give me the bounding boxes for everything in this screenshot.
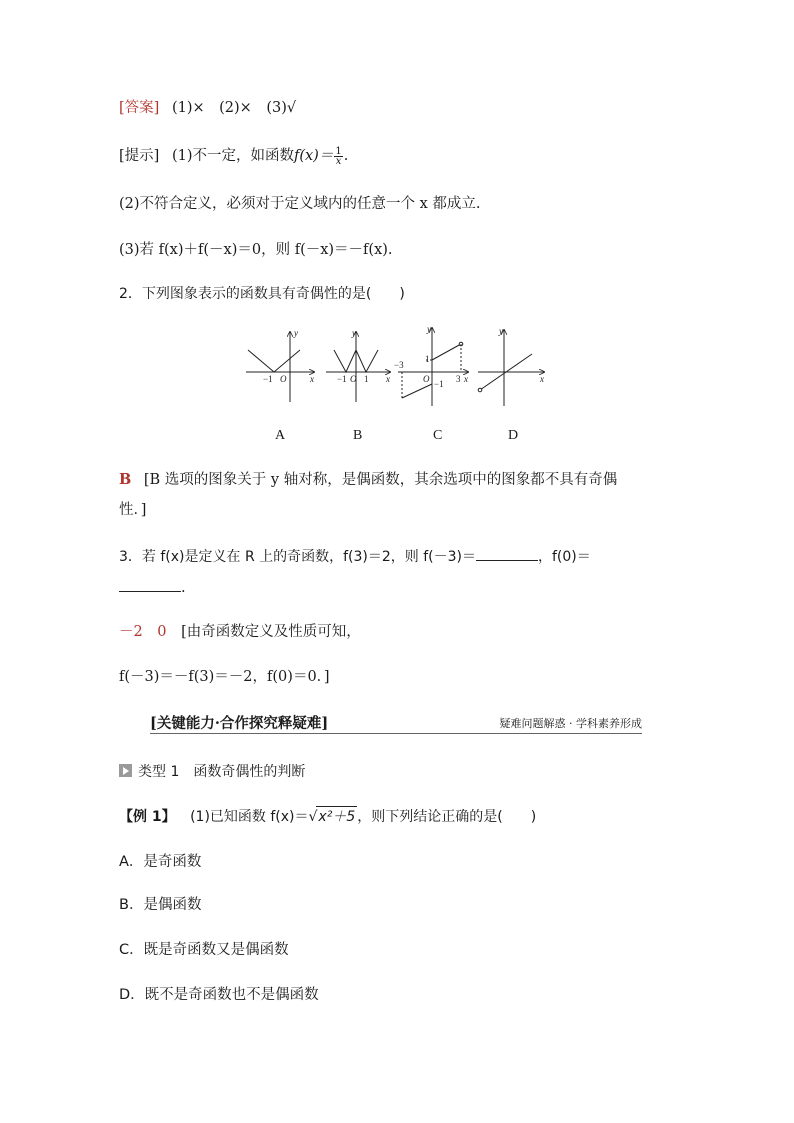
banner-rule (150, 733, 642, 734)
graph-c-pos3: 3 (456, 374, 461, 384)
sqrt-sign: √ (308, 809, 318, 825)
graph-a-curve (248, 350, 300, 372)
hint-func: f(x)＝ (293, 148, 334, 164)
q3-blank-2 (119, 579, 181, 592)
graph-label-c: C (433, 428, 443, 443)
graph-a-y-label: y (294, 328, 298, 338)
hint-line-1 (119, 146, 348, 166)
example1-choice-a: A．是奇函数 (119, 854, 202, 870)
q2-answer-letter: B (119, 471, 132, 488)
q2-answer-line (119, 470, 617, 490)
example1-tag: 【例 1】 (119, 809, 176, 825)
q3-explanation-1: [由奇函数定义及性质可知， (181, 624, 361, 640)
graph-c-pos1: 1 (425, 354, 430, 364)
hint-tag: [提示] (119, 148, 160, 164)
hint-frac-num: 1 (335, 145, 342, 157)
q3-answer-values: －2 0 (119, 624, 167, 640)
graph-label-d: D (508, 428, 519, 443)
graph-c-neg3: −3 (394, 360, 404, 370)
banner-title: [关键能力·合作探究释疑难] (150, 715, 329, 732)
graph-b-y-label: y (352, 328, 356, 338)
hint-line-3: (3)若 f(x)＋f(－x)＝0，则 f(－x)＝－f(x). (119, 242, 393, 258)
graph-d-y-label: y (499, 326, 503, 336)
type1-label: 类型 1 函数奇偶性的判断 (138, 764, 306, 780)
q3-stem-line-2 (119, 578, 186, 598)
q3-stem-end: . (181, 580, 186, 596)
type1-heading (119, 762, 305, 782)
graph-c-origin: O (423, 374, 430, 384)
example1-choice-b: B．是偶函数 (119, 897, 202, 913)
q3-answer-line (119, 622, 361, 642)
banner-subtitle: 疑难问题解惑 · 学科素养形成 (499, 717, 642, 730)
q2-graphs (242, 320, 552, 408)
hint-line1-text: (1)不一定，如函数 (171, 148, 294, 164)
hint-frac-den: x (335, 155, 342, 167)
graph-a-neg1: −1 (263, 374, 273, 384)
graph-b-pos1: 1 (364, 374, 369, 384)
graph-d-x-label: x (540, 374, 544, 384)
q2-explanation-2: 性．] (119, 502, 147, 518)
q3-explanation-2: f(－3)＝－f(3)＝－2，f(0)＝0．] (119, 669, 330, 685)
q3-blank-1 (476, 548, 538, 561)
graph-d (478, 326, 544, 406)
q3-stem-a: 3．若 f(x)是定义在 R 上的奇函数，f(3)＝2，则 f(－3)＝ (119, 549, 476, 565)
example1-choice-c: C．既是奇函数又是偶函数 (119, 942, 289, 958)
answer-items: (1)× (2)× (3)√ (171, 100, 297, 116)
graph-label-a: A (275, 428, 286, 443)
q2-stem: 2．下列图象表示的函数具有奇偶性的是( ) (119, 286, 405, 302)
hint-line-2: (2)不符合定义，必须对于定义域内的任意一个 x 都成立. (119, 196, 481, 212)
graph-c-neg1: −1 (434, 379, 444, 389)
graph-c (394, 324, 468, 406)
graph-a (246, 328, 314, 402)
hint-fraction (334, 147, 342, 166)
graph-b-origin: O (350, 374, 357, 384)
example1-stem-b: ，则下列结论正确的是( ) (357, 809, 537, 825)
example1-stem-a: (1)已知函数 f(x)＝ (190, 809, 309, 825)
section-banner (150, 712, 642, 734)
answer-tag: [答案] (119, 100, 160, 116)
play-triangle-icon (119, 764, 132, 777)
graph-b-x-label: x (386, 374, 390, 384)
graph-a-x-label: x (310, 374, 314, 384)
graph-c-upper-segment (432, 344, 461, 360)
answer-line (119, 98, 296, 118)
graph-a-origin: O (280, 374, 287, 384)
graph-label-b: B (353, 428, 363, 443)
graph-b (326, 328, 390, 402)
graph-d-open-point (478, 388, 482, 392)
example1-sqrt-content: x²＋5 (316, 806, 357, 827)
graph-c-lower-segment (402, 384, 432, 398)
q3-stem (119, 547, 591, 567)
graph-b-neg1: −1 (337, 374, 347, 384)
example1-choice-d: D．既不是奇函数也不是偶函数 (119, 987, 319, 1003)
q3-stem-b: ，f(0)＝ (538, 549, 591, 565)
graph-c-x-label: x (464, 374, 468, 384)
example1-stem (119, 806, 536, 827)
hint-line1-end: . (343, 148, 349, 164)
q2-explanation-1: [B 选项的图象关于 y 轴对称，是偶函数，其余选项中的图象都不具有奇偶 (143, 472, 618, 488)
graph-c-y-label: y (427, 324, 431, 334)
